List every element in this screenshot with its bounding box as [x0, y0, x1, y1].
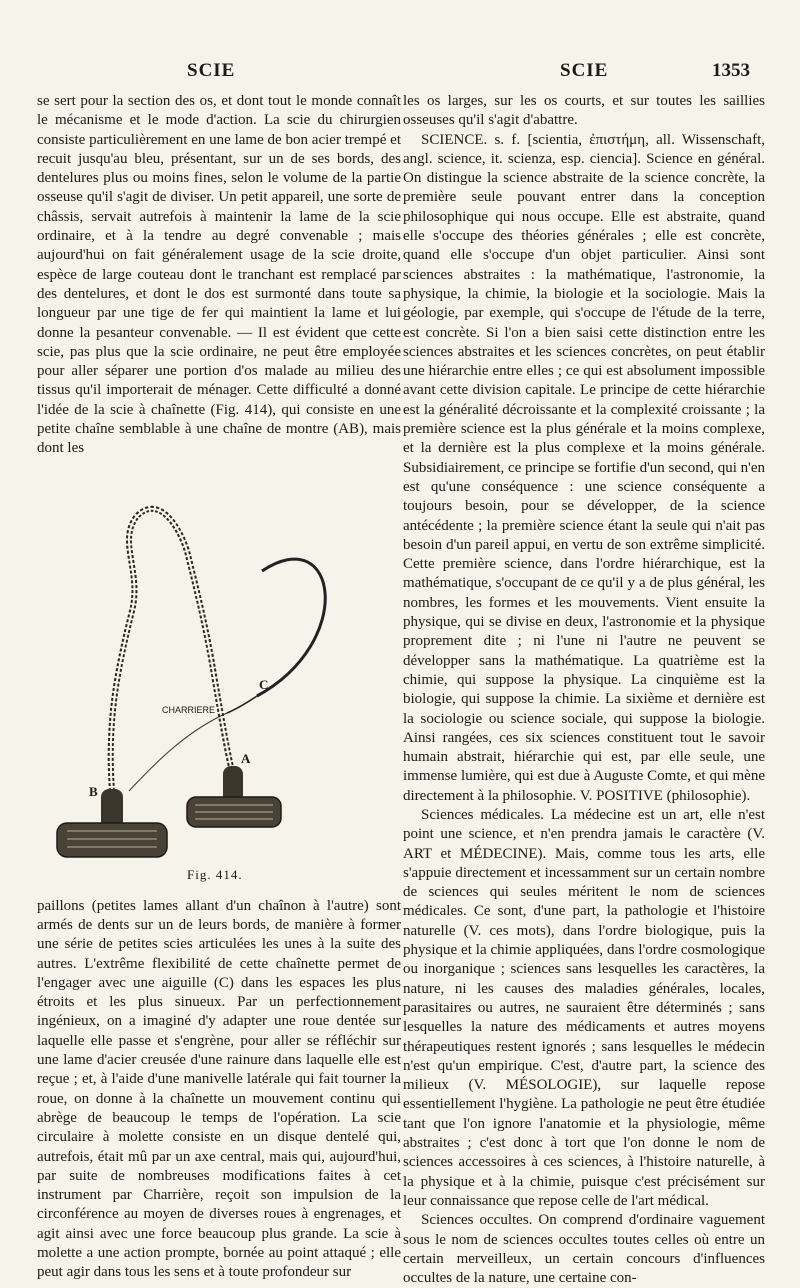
- figure-chain-saw: [37, 461, 401, 893]
- chain-saw-illustration: [37, 461, 401, 861]
- left-paragraph-2: paillons (petites lames allant d'un chaînon à l'autre) sont armés de dents sur un de leurs bords, de manière à former une série de petites scies articulées les unes à la suite des autres. L'extrême flexibilité de cette chaînette permet de l'engager avec une aiguille (C) dans les espaces les plus étroits et les plus sinueux. Par un perfectionnement ingénieux, on a imaginé d'y adapter une roue dentée sur laquelle elle passe et s'engrène, pour aller se réfléchir sur une lame d'acier creusée d'une rainure dans laquelle elle est reçue ; et, à l'aide d'une manivelle latérale qui fait tourner la roue, on donne à la chaînette un mouvement continu qui abrège de beaucoup le temps de l'opération. La scie circulaire à molette consiste en un disque dentelé qui, autrefois, était mû par un axe central, mais qui, aujourd'hui, par suite de nombreuses modifications faites à cet instrument par Charrière, reçoit son impulsion de la circonférence au moyen de diverses roues à engrenages, et agit ainsi avec une force beaucoup plus grande. La scie à molette a une action prompte, bornée au point attaqué ; elle peut agir dans tous les sens et à toute profondeur sur: [37, 897, 401, 1281]
- entry-science: SCIENCE. s. f. [scientia, ἐπιστήμη, all. Wissenschaft, angl. science, it. scienza, esp. ciencia]. Science en général. On distingue la science abstraite de la science concrète, la première seule pouvant entrer dans la conception philosophique qui nous occupe. Elle est abstraite, quand elle s'occupe des théories générales ; elle est concrète, quand elle s'occupe d'un objet particulier. Ainsi sont sciences abstraites : la mathématique, l'astronomie, la physique, la chimie, la biologie et la sociologie. Mais la géologie, par exemple, qui s'occupe de l'étude de la terre, est concrète. Si l'on a bien saisi cette distinction entre les sciences abstraites et les sciences concrètes, on peut établir une hiérarchie entre elles ; ce qui est absolument impossible avant cette division capitale. Le principe de cette hiérarchie est la généralité décroissante et la complexité croissante ; la première science est la plus générale et la moins complexe, et la dernière est la plus complexe et la moins générale. Subsidiairement, ce principe se fortifie d'un second, qui n'en est qu'une conséquence : une science conséquente a toujours besoin, pour se développer, de la science antécédente ; la première science étant la seule qui n'ait pas besoin d'un pareil appui, en vertu de son extrême simplicité. Cette première science, dans l'ordre hiérarchique, est la mathématique, s'occupant de ce qu'il y a de plus général, les nombres, les formes et les mouvements. Vient ensuite la physique, qui se divise en deux, l'astronomie et la physique proprement dite ; ni l'une ni l'autre ne peuvent se développer sans la mathématique. La quatrième est la chimie, qui suppose la physique. La cinquième est la biologie, qui suppose la chimie. La sixième et dernière est la sociologie ou science sociale, qui suppose la biologie. Ainsi rangées, ces six sciences constituent tout le savoir humain abstrait, hiérarchie qui est, par elle seule, une immense lumière, qui est due à Auguste Comte, et qui mène directement à la philosophie. V. POSITIVE (philosophie).: [403, 131, 765, 804]
- figure-label-charriere: CHARRIERE: [162, 704, 216, 715]
- running-head-left: SCIE: [187, 60, 236, 81]
- left-paragraph-1: se sert pour la section des os, et dont tout le monde connaît le mécanisme et le mode d'action. La scie du chirurgien consiste particulièrement en une lame de bon acier trempé et recuit jusqu'au bleu, présentant, sur un de ses bords, des dentelures plus ou moins fines, selon le volume de la partie osseuse qu'il s'agit de diviser. Un petit appareil, une sorte de châssis, servait autrefois à maintenir la lame de la scie ordinaire, et à la tendre au degré convenable ; mais aujourd'hui on fait généralement usage de la scie droite, espèce de large couteau dont le tranchant est remplacé par des dentelures, et dont le dos est surmonté dans toute sa longueur par une tige de fer qui maintient la lame et lui donne la pesanteur convenable. — Il est évident que cette scie, pas plus que la scie ordinaire, ne peut être employée pour aller séparer une portion d'os malade au milieu des tissus qu'il importerait de ménager. Cette difficulté a donné l'idée de la scie à chaînette (Fig. 414), qui consiste en une petite chaîne semblable à une chaîne de montre (AB), mais dont les: [37, 93, 401, 457]
- entry-sciences-occultes: Sciences occultes. On comprend d'ordinaire vaguement sous le nom de sciences occultes toutes celles où entre un certain merveilleux, un certain concours d'influences occultes de la nature, une certaine con-: [403, 1212, 765, 1287]
- page-number: 1353: [712, 60, 750, 81]
- figure-label-a: A: [241, 750, 251, 766]
- figure-caption: Fig. 414.: [187, 866, 243, 882]
- figure-label-b: B: [89, 783, 98, 799]
- figure-label-c: C: [259, 676, 269, 692]
- right-paragraph-1: les os larges, sur les os courts, et sur toutes les saillies osseuses qu'il s'agit d'abattre.: [403, 93, 765, 129]
- entry-sciences-medicales: Sciences médicales. La médecine est un art, elle n'est point une science, et n'en prendra jamais le caractère (V. ART et MÉDECINE). Mais, comme tous les arts, elle s'appuie directement et incessamment sur un certain nombre de sciences qui seules méritent le nom de sciences médicales. Ce sont, d'une part, la pathologie et l'histoire naturelle (V. ces mots), dans l'ordre biologique, puis la physique et la chimie appliquées, dans l'ordre cosmologique ou inorganique ; sciences sans lesquelles les caractères, la nature, ni les causes des maladies générales, locales, parasitaires ou autres, ne sauraient être déterminés ; sans lesquelles la nature des médicaments et autres moyens thérapeutiques restent ignorés ; sans lesquelles le médecin n'est qu'un empirique. C'est, d'autre part, la science des milieux (V. MÉSOLOGIE), sur laquelle repose essentiellement l'hygiène. La pathologie ne peut être étudiée tant que l'on ignore l'anatomie et la physiologie, même abstraites ; c'est donc à tort que l'on donne le nom de sciences accessoires à ces sciences, à l'histoire naturelle, à la physique et à la chimie, puisque c'est précisément sur leur connaissance que repose celle de l'art médical.: [403, 806, 765, 1209]
- right-column: [403, 92, 765, 1288]
- curved-needle: [257, 559, 325, 696]
- left-column: [37, 92, 401, 1283]
- thread: [129, 713, 227, 791]
- running-head-right: SCIE: [560, 60, 609, 81]
